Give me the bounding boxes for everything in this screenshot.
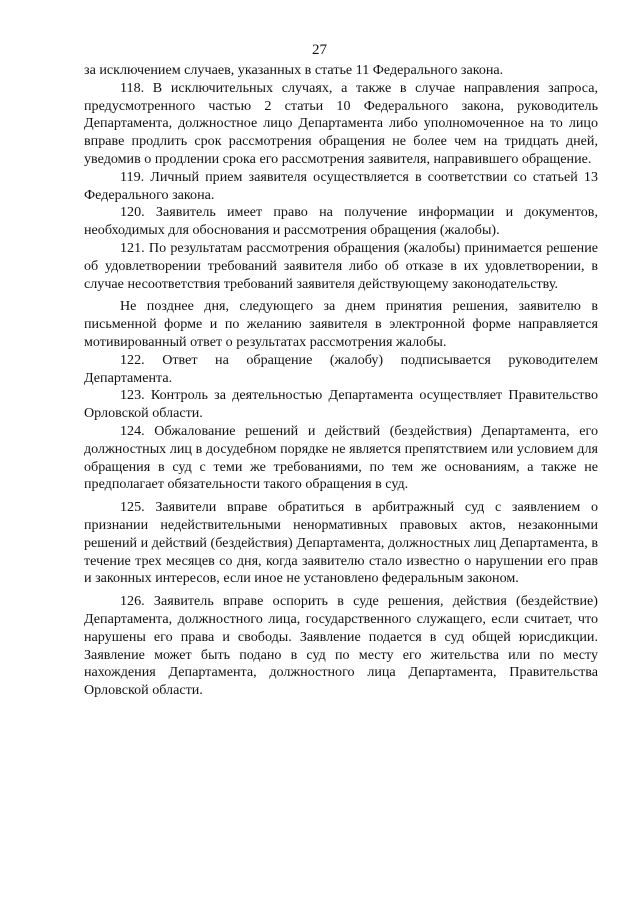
paragraph-120: 120. Заявитель имеет право на получение информации и документов, необходимых для обоснования и рассмотрения обращения (жалобы). xyxy=(84,204,598,239)
paragraph-126: 126. Заявитель вправе оспорить в суде решения, действия (бездействие) Департамента, должностного лица, государственного служащего, если считает, что нарушены его права и свободы. Заявление подается в суд общей юрисдикции. Заявление может быть подано в суд по месту его жительства или по месту нахождения Департамента, должностного лица Департамента, Правительства Орловской области. xyxy=(84,593,598,699)
page-number: 27 xyxy=(312,42,327,58)
paragraph-124: 124. Обжалование решений и действий (бездействия) Департамента, его должностных лиц в досудебном порядке не является препятствием или условием для обращения в суд с теми же требованиями, по тем же основаниям, а также не предполагает обязательности такого обращения в суд. xyxy=(84,422,598,493)
paragraph-123: 123. Контроль за деятельностью Департамента осуществляет Правительство Орловской области. xyxy=(84,387,598,422)
paragraph-119: 119. Личный прием заявителя осуществляется в соответствии со статьей 13 Федерального закона. xyxy=(84,168,598,203)
paragraph-121: 121. По результатам рассмотрения обращения (жалобы) принимается решение об удовлетворении требований заявителя либо об отказе в их удовлетворении, в случае несоответствия требований заявителя действующему законодательству. xyxy=(84,239,598,292)
paragraph-121-response: Не позднее дня, следующего за днем принятия решения, заявителю в письменной форме и по желанию заявителя в электронной форме направляется мотивированный ответ о результатах рассмотрения жалобы. xyxy=(84,298,598,350)
document-body xyxy=(84,62,598,700)
paragraph-125: 125. Заявители вправе обратиться в арбитражный суд с заявлением о признании недействительными ненормативных правовых актов, незаконными решений и действий (бездействия) Департамента, должностных лиц Департамента, в течение трех месяцев со дня, когда заявителю стало известно о нарушении его прав и законных интересов, если иное не установлено федеральным законом. xyxy=(84,499,598,587)
paragraph-118: 118. В исключительных случаях, а также в случае направления запроса, предусмотренного частью 2 статьи 10 Федерального закона, руководитель Департамента, должностное лицо Департамента либо уполномоченное на то лицо вправе продлить срок рассмотрения обращения не более чем на тридцать дней, уведомив о продлении срока его рассмотрения заявителя, направившего обращение. xyxy=(84,79,598,167)
paragraph-122: 122. Ответ на обращение (жалобу) подписывается руководителем Департамента. xyxy=(84,351,598,386)
paragraph-continuation: за исключением случаев, указанных в статье 11 Федерального закона. xyxy=(84,62,504,78)
